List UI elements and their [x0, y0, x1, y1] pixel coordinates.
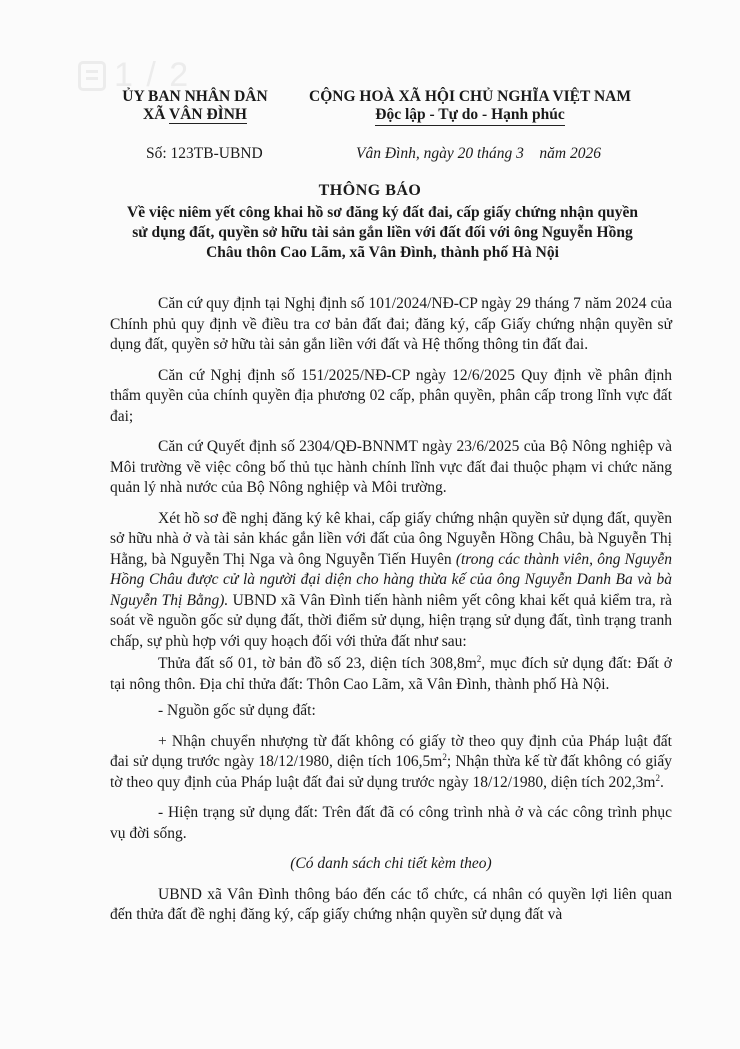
notice-paragraph: UBND xã Vân Đình thông báo đến các tổ chức, cá nhân có quyền lợi liên quan đến thửa đất đề nghị đăng ký, cấp giấy chứng nhận quyền sử dụng đất và — [110, 885, 672, 923]
subject-line: sử dụng đất, quyền sở hữu tài sản gắn liền với đất đối với ông Nguyễn Hồng — [132, 224, 633, 241]
document-body — [110, 294, 672, 936]
authority-line-1: ỦY BAN NHÂN DÂN — [122, 88, 268, 105]
parcel-text-cont: , mục đích sử dụng đất: Đất ở tại nông thôn. Địa chỉ thửa đất: Thôn Cao Lãm, xã Vân Đình, thành phố Hà Nội. — [110, 655, 673, 693]
issuing-authority — [110, 88, 280, 124]
attachment-note: (Có danh sách chi tiết kèm theo) — [290, 855, 492, 872]
land-origin-heading: - Nguồn gốc sử dụng đất: — [158, 702, 316, 719]
document-title: THÔNG BÁO — [318, 182, 422, 199]
nation-name: CỘNG HOÀ XÃ HỘI CHỦ NGHĨA VIỆT NAM — [309, 88, 631, 105]
origin-text: + Nhận chuyển nhượng từ đất không có giấy tờ theo quy định của Pháp luật đất đai sử dụng trước ngày 18/12/1980, diện tích 106,5m — [110, 732, 672, 770]
area-unit-sup: 2 — [655, 772, 660, 783]
parcel-info — [110, 654, 672, 695]
legal-basis-3: Căn cứ Quyết định số 2304/QĐ-BNNMT ngày 23/6/2025 của Bộ Nông nghiệp và Môi trường về việc công bố thủ tục hành chính lĩnh vực đất đai thuộc phạm vi chức năng quản lý nhà nước của Bộ Nông nghiệp và Môi trường. — [110, 438, 672, 496]
origin-text-cont: ; Nhận thừa kế từ đất không có giấy tờ theo quy định của Pháp luật đất đai sử dụng trước ngày 18/12/1980, diện tích 202,3m — [110, 753, 673, 791]
review-note: (trong các thành viên, ông Nguyễn Hồng Châu được cử là người đại diện cho hàng thừa kế của ông Nguyễn Danh Ba và bà Nguyễn Thị Bằng). — [110, 550, 673, 609]
legal-basis-1: Căn cứ quy định tại Nghị định số 101/2024/NĐ-CP ngày 29 tháng 7 năm 2024 của Chính phủ quy định về điều tra cơ bản đất đai; đăng ký, cấp Giấy chứng nhận quyền sử dụng đất, quyền sở hữu tài sản gắn liền với đất và Hệ thống thông tin đất đai. — [110, 295, 672, 353]
authority-name: VÂN ĐÌNH — [169, 106, 247, 123]
pages-icon — [78, 61, 106, 91]
page-indicator-text: 1 / 2 — [114, 56, 191, 94]
review-text: Xét hồ sơ đề nghị đăng ký kê khai, cấp giấy chứng nhận quyền sử dụng đất, quyền sở hữu nhà ở và tài sản khác gắn liền với đất của ông Nguyễn Hồng Châu, bà Nguyễn Thị Hằng, bà Nguyễn Thị Nga và ông Nguyễn Tiến Huyên — [110, 509, 672, 568]
review-text-cont: UBND xã Vân Đình tiến hành niêm yết công khai kết quả kiểm tra, rà soát về nguồn gốc sử dụng đất, thời điểm sử dụng, hiện trạng sử dụng đất, tình trạng tranh chấp, sự phù hợp với quy hoạch đối với thửa đất như sau: — [110, 591, 673, 650]
authority-prefix: XÃ — [143, 106, 170, 123]
area-unit-sup: 2 — [476, 653, 482, 664]
place-date: Vân Đình, ngày 20 tháng 3 năm 2026 — [356, 145, 601, 162]
land-origin-detail — [110, 732, 672, 794]
legal-basis-2: Căn cứ Nghị định số 151/2025/NĐ-CP ngày 12/6/2025 Quy định về phân định thẩm quyền của chính quyền địa phương 02 cấp, phân quyền, phân cấp trong lĩnh vực đất đai; — [110, 366, 672, 425]
authority-line-2 — [110, 106, 280, 124]
subject-line: Về việc niêm yết công khai hồ sơ đăng ký đất đai, cấp giấy chứng nhận quyền — [127, 204, 638, 221]
land-status: - Hiện trạng sử dụng đất: Trên đất đã có công trình nhà ở và các công trình phục vụ đời sống. — [110, 804, 672, 842]
application-review — [110, 509, 672, 653]
parcel-text: Thửa đất số 01, tờ bản đồ số 23, diện tích 308,8m — [158, 655, 477, 672]
document-number: Số: 123TB-UBND — [146, 145, 263, 162]
area-unit-sup: 2 — [442, 751, 447, 762]
subject-line: Châu thôn Cao Lãm, xã Vân Đình, thành phố Hà Nội — [206, 244, 559, 261]
document-subject — [100, 203, 665, 263]
national-motto: Độc lập - Tự do - Hạnh phúc — [375, 106, 564, 126]
origin-text-end: . — [659, 773, 664, 791]
national-heading — [300, 88, 640, 126]
